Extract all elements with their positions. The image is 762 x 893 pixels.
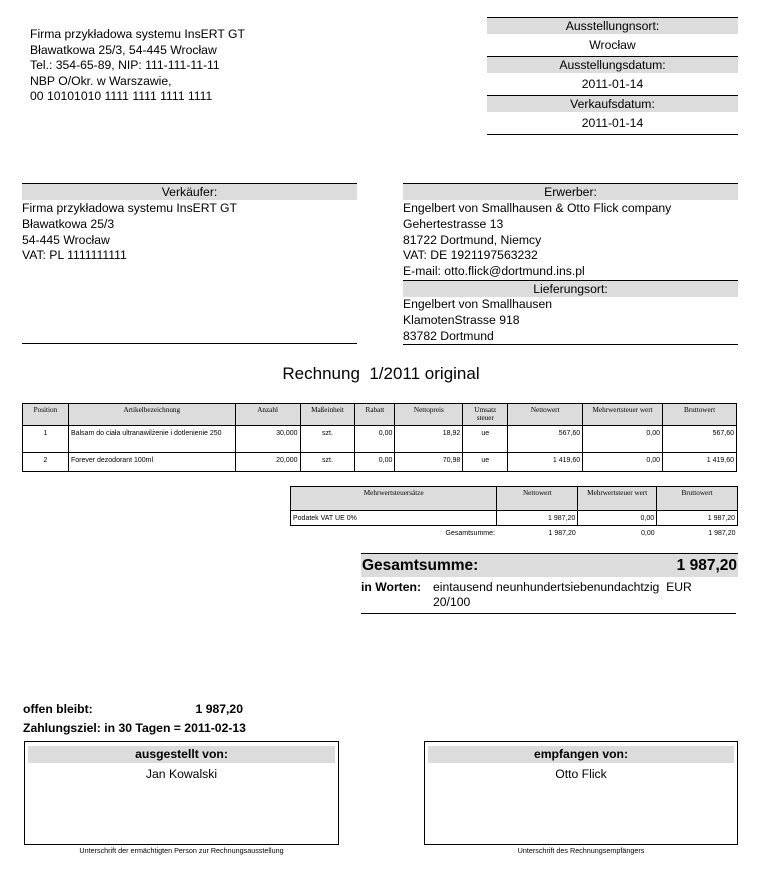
open-amount-row xyxy=(23,702,243,716)
grand-total-block xyxy=(361,553,738,614)
col-header: Artikelbezeichnung xyxy=(68,404,235,426)
cell: szt. xyxy=(300,426,355,453)
open-amount-value: 1 987,20 xyxy=(195,702,243,716)
buyer-line: 81722 Dortmund, Niemcy xyxy=(403,232,542,247)
open-amount-label: offen bleibt: xyxy=(23,702,93,716)
cell: 0,00 xyxy=(578,511,657,526)
delivery-line: 83782 Dortmund xyxy=(403,328,494,343)
delivery-label: Lieferungsort: xyxy=(403,280,738,297)
cell: Forever dezodorant 100ml xyxy=(68,453,235,472)
col-header: Rabatt xyxy=(355,404,395,426)
cell: 0,00 xyxy=(583,426,663,453)
received-by-name: Otto Flick xyxy=(555,767,607,781)
col-header: Umsatz steuer xyxy=(463,404,508,426)
vat-total-label: Gesamtsumme: xyxy=(445,530,495,537)
col-header: Nettowert xyxy=(497,487,578,511)
cell: 0,00 xyxy=(641,530,655,537)
cell: Podatek VAT UE 0% xyxy=(291,511,497,526)
delivery-line: KlamotenStrasse 918 xyxy=(403,312,520,327)
sale-date-label: Verkaufsdatum: xyxy=(487,95,738,112)
issued-by-name: Jan Kowalski xyxy=(145,767,218,781)
issuer-line: NBP O/Okr. w Warszawie, xyxy=(30,73,172,88)
issue-date-value: 2011-01-14 xyxy=(581,77,644,91)
issue-date-label: Ausstellungsdatum: xyxy=(487,56,738,73)
issued-by-caption: Unterschrift der ermächtigten Person zur Rechnungsausstellung xyxy=(79,846,284,855)
buyer-line: E-mail: otto.flick@dortmund.ins.pl xyxy=(403,263,585,278)
col-header: Mehrwertsteuer wert xyxy=(583,404,663,426)
issued-by-label: ausgestellt von: xyxy=(28,746,335,763)
divider xyxy=(487,134,738,135)
cell: 0,00 xyxy=(355,453,395,472)
payment-due: Zahlungsziel: in 30 Tagen = 2011-02-13 xyxy=(23,721,246,735)
issuer-line: 00 10101010 1111 1111 1111 1111 xyxy=(30,89,213,104)
amount-in-words xyxy=(361,580,738,609)
received-by-label: empfangen von: xyxy=(428,746,734,763)
cell: szt. xyxy=(300,453,355,472)
issuer-line: Bławatkowa 25/3, 54-445 Wrocław xyxy=(30,42,217,57)
received-by-caption: Unterschrift des Rechnungsempfängers xyxy=(517,846,645,855)
vat-summary-table xyxy=(290,486,738,540)
table-header-row xyxy=(23,404,737,426)
cell: 1 419,60 xyxy=(508,453,583,472)
table-row xyxy=(291,511,738,526)
divider xyxy=(361,613,736,614)
place-value: Wrocław xyxy=(589,38,636,52)
table-row xyxy=(23,453,737,472)
buyer-line: Engelbert von Smallhausen & Otto Flick company xyxy=(403,201,672,215)
cell: 1 987,20 xyxy=(497,511,578,526)
grand-total-label: Gesamtsumme: xyxy=(362,556,479,574)
in-words-value: eintausend neunhundertsiebenundachtzig EUR 20/100 xyxy=(433,580,696,609)
place-label: Ausstellungnsort: xyxy=(487,17,738,34)
cell: 0,00 xyxy=(355,426,395,453)
seller-line: Firma przykładowa systemu InsERT GT xyxy=(22,201,237,215)
cell: 1 419,60 xyxy=(663,453,737,472)
cell: 70,98 xyxy=(395,453,463,472)
cell: 567,60 xyxy=(508,426,583,453)
seller-line: 54-445 Wrocław xyxy=(22,232,110,247)
col-header: Bruttowert xyxy=(663,404,737,426)
table-header-row xyxy=(291,487,738,511)
invoice-title-text: Rechnung 1/2011 original xyxy=(282,364,480,383)
grand-total-bar xyxy=(361,553,738,577)
issued-by-box xyxy=(24,741,339,845)
cell: Balsam do ciała ultranawilżenie i dotlenienie 250 xyxy=(68,426,235,453)
seller-block xyxy=(22,183,357,264)
invoice-meta xyxy=(487,17,738,135)
col-header: Bruttowert xyxy=(657,487,738,511)
cell: 20,000 xyxy=(235,453,300,472)
cell: 2 xyxy=(23,453,69,472)
cell: ue xyxy=(463,453,508,472)
col-header: Position xyxy=(23,404,69,426)
delivery-line: Engelbert von Smallhausen xyxy=(403,297,553,312)
table-row xyxy=(23,426,737,453)
seller-line: Bławatkowa 25/3 xyxy=(22,217,115,231)
in-words-label: in Worten: xyxy=(361,580,422,594)
col-header: Mehrwertsteuersätze xyxy=(291,487,497,511)
cell: 1 987,20 xyxy=(708,530,736,537)
col-header: Anzahl xyxy=(235,404,300,426)
invoice-title xyxy=(0,364,762,384)
buyer-line: Gehertestrasse 13 xyxy=(403,217,504,231)
issuer-line: Firma przykładowa systemu InsERT GT xyxy=(30,27,245,41)
col-header: Nettopreis xyxy=(395,404,463,426)
vat-total-row xyxy=(291,526,738,540)
cell: 1 987,20 xyxy=(657,511,738,526)
cell: 1 xyxy=(23,426,69,453)
cell: 18,92 xyxy=(395,426,463,453)
col-header: Nettowert xyxy=(508,404,583,426)
divider xyxy=(22,343,357,344)
grand-total-value: 1 987,20 xyxy=(676,556,737,574)
items-table xyxy=(22,403,737,472)
buyer-block xyxy=(403,183,738,345)
cell: 1 987,20 xyxy=(548,530,576,537)
col-header: Mehrwertsteuer wert xyxy=(578,487,657,511)
cell: ue xyxy=(463,426,508,453)
cell: 0,00 xyxy=(583,453,663,472)
col-header: Maßeinheit xyxy=(300,404,355,426)
seller-line: VAT: PL 1111111111 xyxy=(22,248,127,263)
issuer-header xyxy=(30,27,245,105)
seller-label: Verkäufer: xyxy=(22,183,357,200)
buyer-label: Erwerber: xyxy=(403,183,738,200)
sale-date-value: 2011-01-14 xyxy=(581,116,644,130)
cell: 30,000 xyxy=(235,426,300,453)
received-by-box xyxy=(424,741,738,845)
divider xyxy=(403,344,738,345)
cell: 567,60 xyxy=(663,426,737,453)
issuer-line: Tel.: 354-65-89, NIP: 111-111-11-11 xyxy=(30,58,220,73)
buyer-line: VAT: DE 1921197563232 xyxy=(403,248,538,263)
